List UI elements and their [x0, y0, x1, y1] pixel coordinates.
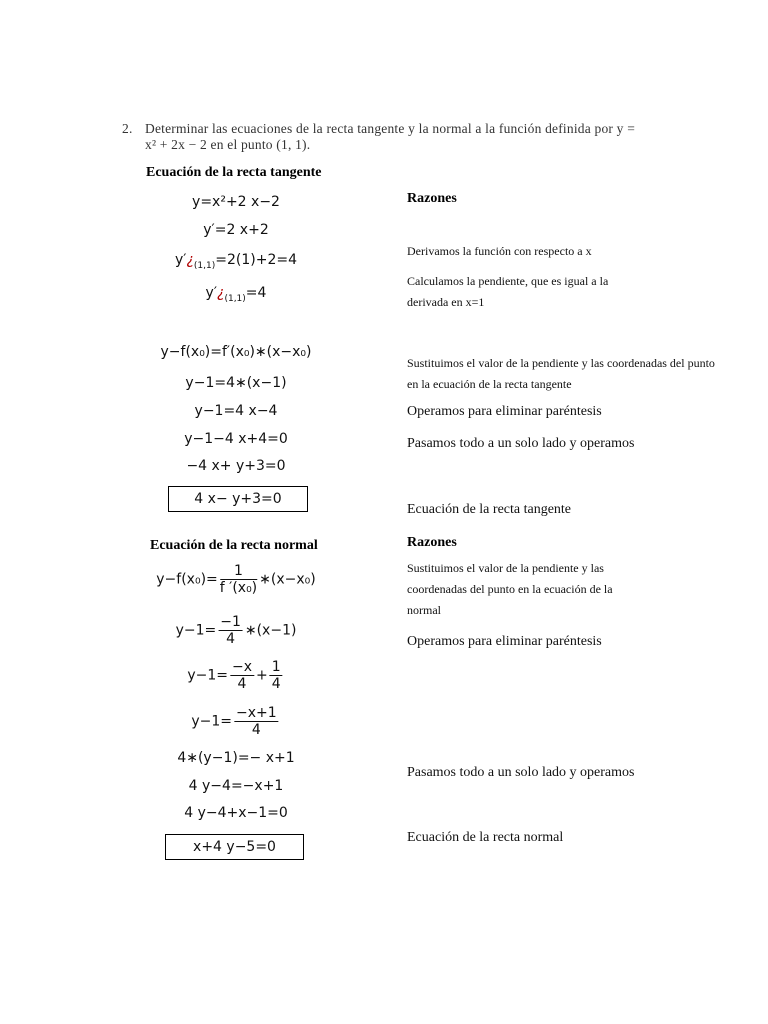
tangent-eq4-sub: (1,1): [224, 293, 246, 304]
normal-reason-final: Ecuación de la recta normal: [407, 830, 564, 845]
tangent-heading: Ecuación de la recta tangente: [146, 165, 322, 180]
normal-reason-parentheses: Operamos para eliminar paréntesis: [407, 634, 602, 649]
normal-eq-multiplied: 4∗(y−1)=− x+1: [177, 750, 295, 766]
normal-eq-substituted: y−1= $\frac{-1}{4}$ ∗(x−1): [175, 614, 297, 647]
tangent-eq-derivative: y′=2 x+2: [203, 222, 269, 238]
tangent-reason-slope: Calculamos la pendiente, que es igual a la derivada en x=1: [407, 274, 609, 309]
normal-eq-expanded: 4 y−4=−x+1: [188, 778, 284, 794]
tangent-reason-final: Ecuación de la recta tangente: [407, 502, 572, 517]
tangent-eq-expanded: y−1=4 x−4: [194, 403, 278, 419]
tangent-eq-one-side: y−1−4 x+4=0: [184, 431, 288, 447]
tangent-reason-derive: Derivamos la función con respecto a x: [407, 244, 592, 258]
tangent-eq-function: y=x²+2 x−2: [192, 194, 280, 210]
tangent-eq-slope: $y'¿_{(1,1)}=4$: [205, 285, 267, 304]
tangent-eq-point-slope: y−f(x₀)=f′(x₀)∗(x−x₀): [160, 344, 312, 360]
tangent-reason-parentheses: Operamos para eliminar paréntesis: [407, 404, 602, 419]
problem-statement-line2: x² + 2x − 2 en el punto (1, 1).: [145, 137, 311, 152]
normal-final-equation: x+4 y−5=0: [165, 834, 304, 860]
normal-reason-substitute: Sustituimos el valor de la pendiente y las coordenadas del punto en la ecuación de la normal: [407, 561, 613, 617]
tangent-eq-simplified: −4 x+ y+3=0: [186, 458, 286, 474]
tangent-reason-substitute: Sustituimos el valor de la pendiente y las coordenadas del punto en la ecuación de la recta tangente: [407, 356, 715, 391]
tangent-eq4-rest: =4: [245, 285, 267, 301]
normal-reason-one-side: Pasamos todo a un solo lado y operamos: [407, 765, 635, 780]
tangent-eq3-rest: =2(1)+2=4: [215, 252, 297, 268]
problem-number: 2.: [122, 121, 133, 136]
tangent-eq-substituted: y−1=4∗(x−1): [185, 375, 287, 391]
normal-heading: Ecuación de la recta normal: [150, 538, 318, 553]
normal-eq-split: y−1= $\frac{-x}{4}$ + $\frac{1}{4}$: [187, 659, 281, 692]
normal-eq-one-side: 4 y−4+x−1=0: [184, 805, 288, 821]
tangent-eq3-sub: (1,1): [193, 260, 216, 271]
tangent-final-equation: 4 x− y+3=0: [168, 486, 308, 512]
normal-eq-combined: y−1= $\frac{-x+1}{4}$: [191, 705, 277, 738]
tangent-eq-slope-eval: $y'¿_{(1,1)}=2(1)+2=4$: [175, 252, 297, 271]
tangent-reasons-heading: Razones: [407, 191, 457, 206]
problem-statement-line1: Determinar las ecuaciones de la recta tangente y la normal a la función definida por y =: [145, 121, 636, 136]
normal-reasons-heading: Razones: [407, 535, 457, 550]
tangent-reason-one-side: Pasamos todo a un solo lado y operamos: [407, 436, 635, 451]
normal-eq-point-slope: y−f(x₀)= $\frac{1}{\text{f ′(x₀)}}$ ∗(x−x₀): [156, 563, 316, 596]
